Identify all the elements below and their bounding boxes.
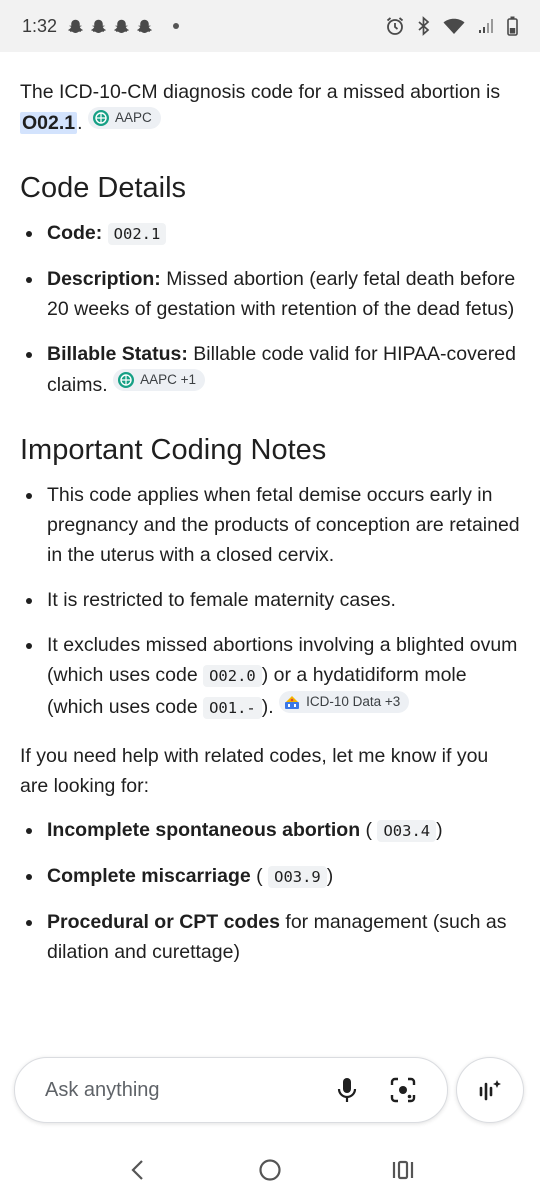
bluetooth-icon [417,16,431,36]
battery-icon [507,16,518,36]
coding-notes-list [20,480,520,723]
list-item: Billable Status: Billable code valid for HIPAA-covered claims. AAPC +1 [20,339,520,400]
inline-code: O02.1 [108,223,167,245]
related-paragraph: If you need help with related codes, let me know if you are looking for: [20,745,489,797]
system-navigation-bar [0,1140,540,1200]
aapc-logo-icon [117,371,135,389]
list-item: Procedural or CPT codes for management (such as dilation and curettage) [20,907,520,967]
section-heading-code-details: Code Details [20,172,187,204]
inline-code: O01.- [203,697,262,719]
inline-code: O03.9 [268,866,327,888]
back-button[interactable] [117,1150,157,1190]
list-item: This code applies when fetal demise occurs early in pregnancy and the products of conception are retained in the uterus with a closed cervix. [20,480,520,570]
wifi-icon [443,17,465,35]
intro-paragraph: The ICD-10-CM diagnosis code for a missed abortion is O02.1 . AAPC [20,81,501,134]
signal-icon [477,17,495,35]
source-chip-icd10data[interactable]: ICD-10 Data +3 [279,691,409,713]
list-item: It excludes missed abortions involving a blighted ovum (which uses code O02.0 ) or a hydatidiform mole (which uses code O01.- ). ICD-10 Data +3 [20,630,520,723]
related-codes-list [20,815,520,967]
more-notifications-dot [173,23,179,29]
code-details-list [20,218,520,400]
ask-input-bar[interactable] [14,1057,448,1123]
ask-input-placeholder[interactable]: Ask anything [45,1078,160,1101]
aapc-logo-icon [92,109,110,127]
snapchat-icon [67,18,84,35]
snapchat-icon [90,18,107,35]
back-chevron-icon [129,1159,145,1181]
source-chip-aapc[interactable]: AAPC [88,107,161,129]
microphone-icon[interactable] [333,1076,361,1104]
chat-response [0,52,540,1052]
list-item: Description: Missed abortion (early fetal death before 20 weeks of gestation with retention of the dead fetus) [20,264,520,324]
status-bar [0,0,540,52]
recents-button[interactable] [383,1150,423,1190]
home-circle-icon [258,1158,282,1182]
list-item: Code: O02.1 [20,218,520,249]
camera-lens-icon[interactable] [389,1076,417,1104]
home-button[interactable] [250,1150,290,1190]
inline-code: O03.4 [377,820,436,842]
highlighted-code: O02.1 [22,112,76,134]
snapchat-icon [113,18,130,35]
live-voice-button[interactable] [456,1057,524,1123]
source-chip-aapc[interactable]: AAPC +1 [113,369,205,391]
system-icons [385,16,518,36]
list-item: Incomplete spontaneous abortion ( O03.4 ) [20,815,520,846]
section-heading-coding-notes: Important Coding Notes [20,434,327,466]
list-item: Complete miscarriage ( O03.9 ) [20,861,520,892]
status-time: 1:32 [22,15,58,36]
sparkle-waveform-icon [476,1076,504,1104]
notification-icons [67,18,179,35]
snapchat-icon [136,18,153,35]
recents-icon [391,1159,415,1181]
icd10-data-logo-icon [283,693,301,711]
inline-code: O02.0 [203,665,262,687]
alarm-icon [385,16,405,36]
list-item: It is restricted to female maternity cases. [20,585,520,615]
